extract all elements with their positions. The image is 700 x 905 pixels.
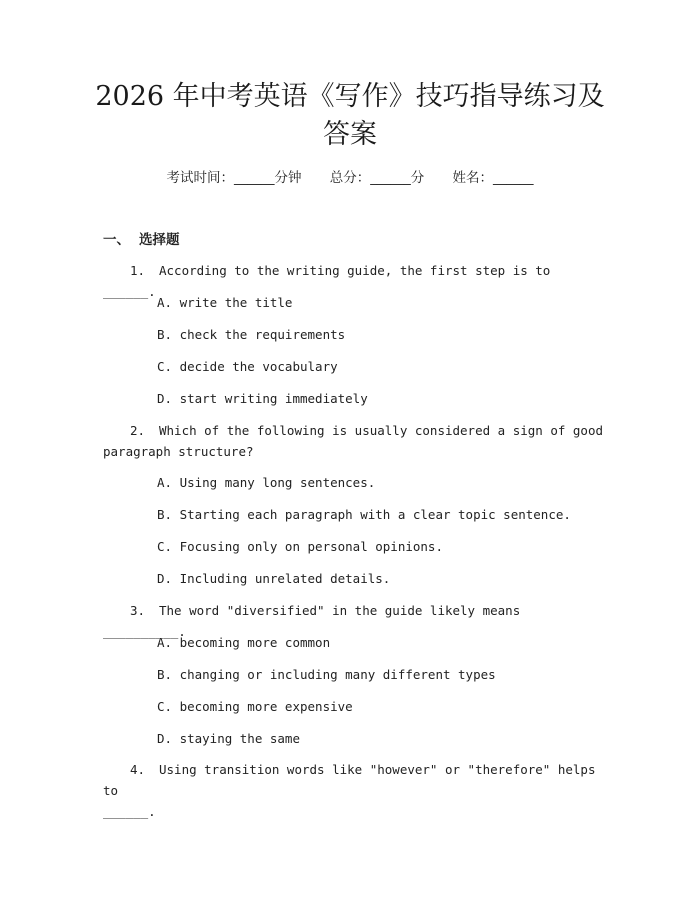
question-3-option-a: A. becoming more common bbox=[157, 635, 331, 650]
question-number: 2. bbox=[130, 423, 146, 438]
section-heading bbox=[103, 230, 180, 250]
question-text-line-1: Using transition words like "however" or "therefore" helps to bbox=[103, 762, 596, 798]
exam-info-line bbox=[0, 168, 700, 188]
question-4 bbox=[103, 759, 603, 822]
exam-time-field: 考试时间：______分钟 bbox=[166, 170, 302, 186]
question-text-line-2: ______. bbox=[103, 804, 156, 819]
student-name-field: 姓名：______ bbox=[452, 170, 534, 186]
question-text-line-1: Which of the following is usually considered a sign of good bbox=[159, 423, 604, 438]
question-text: The word "diversified" in the guide likely means __________. bbox=[103, 603, 521, 639]
total-score-field: 总分：______分 bbox=[329, 170, 425, 186]
question-3-option-c: C. becoming more expensive bbox=[157, 699, 353, 714]
question-text: According to the writing guide, the first step is to ______. bbox=[103, 263, 551, 299]
question-1-option-d: D. start writing immediately bbox=[157, 391, 368, 406]
question-text-line-2: paragraph structure? bbox=[103, 444, 254, 459]
question-number: 4. bbox=[130, 762, 146, 777]
section-number: 一、 bbox=[103, 232, 130, 248]
question-1-option-b: B. check the requirements bbox=[157, 327, 346, 342]
question-number: 1. bbox=[130, 263, 146, 278]
page-title: 2026 年中考英语《写作》技巧指导练习及答案 bbox=[95, 81, 605, 150]
question-3-option-d: D. staying the same bbox=[157, 731, 300, 746]
question-number: 3. bbox=[130, 603, 146, 618]
question-2-option-c: C. Focusing only on personal opinions. bbox=[157, 539, 443, 554]
question-2 bbox=[103, 420, 603, 462]
question-1-option-c: C. decide the vocabulary bbox=[157, 359, 338, 374]
question-2-option-b: B. Starting each paragraph with a clear topic sentence. bbox=[157, 507, 571, 522]
question-1-option-a: A. write the title bbox=[157, 295, 293, 310]
question-2-option-d: D. Including unrelated details. bbox=[157, 571, 391, 586]
question-2-option-a: A. Using many long sentences. bbox=[157, 475, 376, 490]
question-3-option-b: B. changing or including many different types bbox=[157, 667, 496, 682]
section-title: 选择题 bbox=[139, 232, 180, 248]
